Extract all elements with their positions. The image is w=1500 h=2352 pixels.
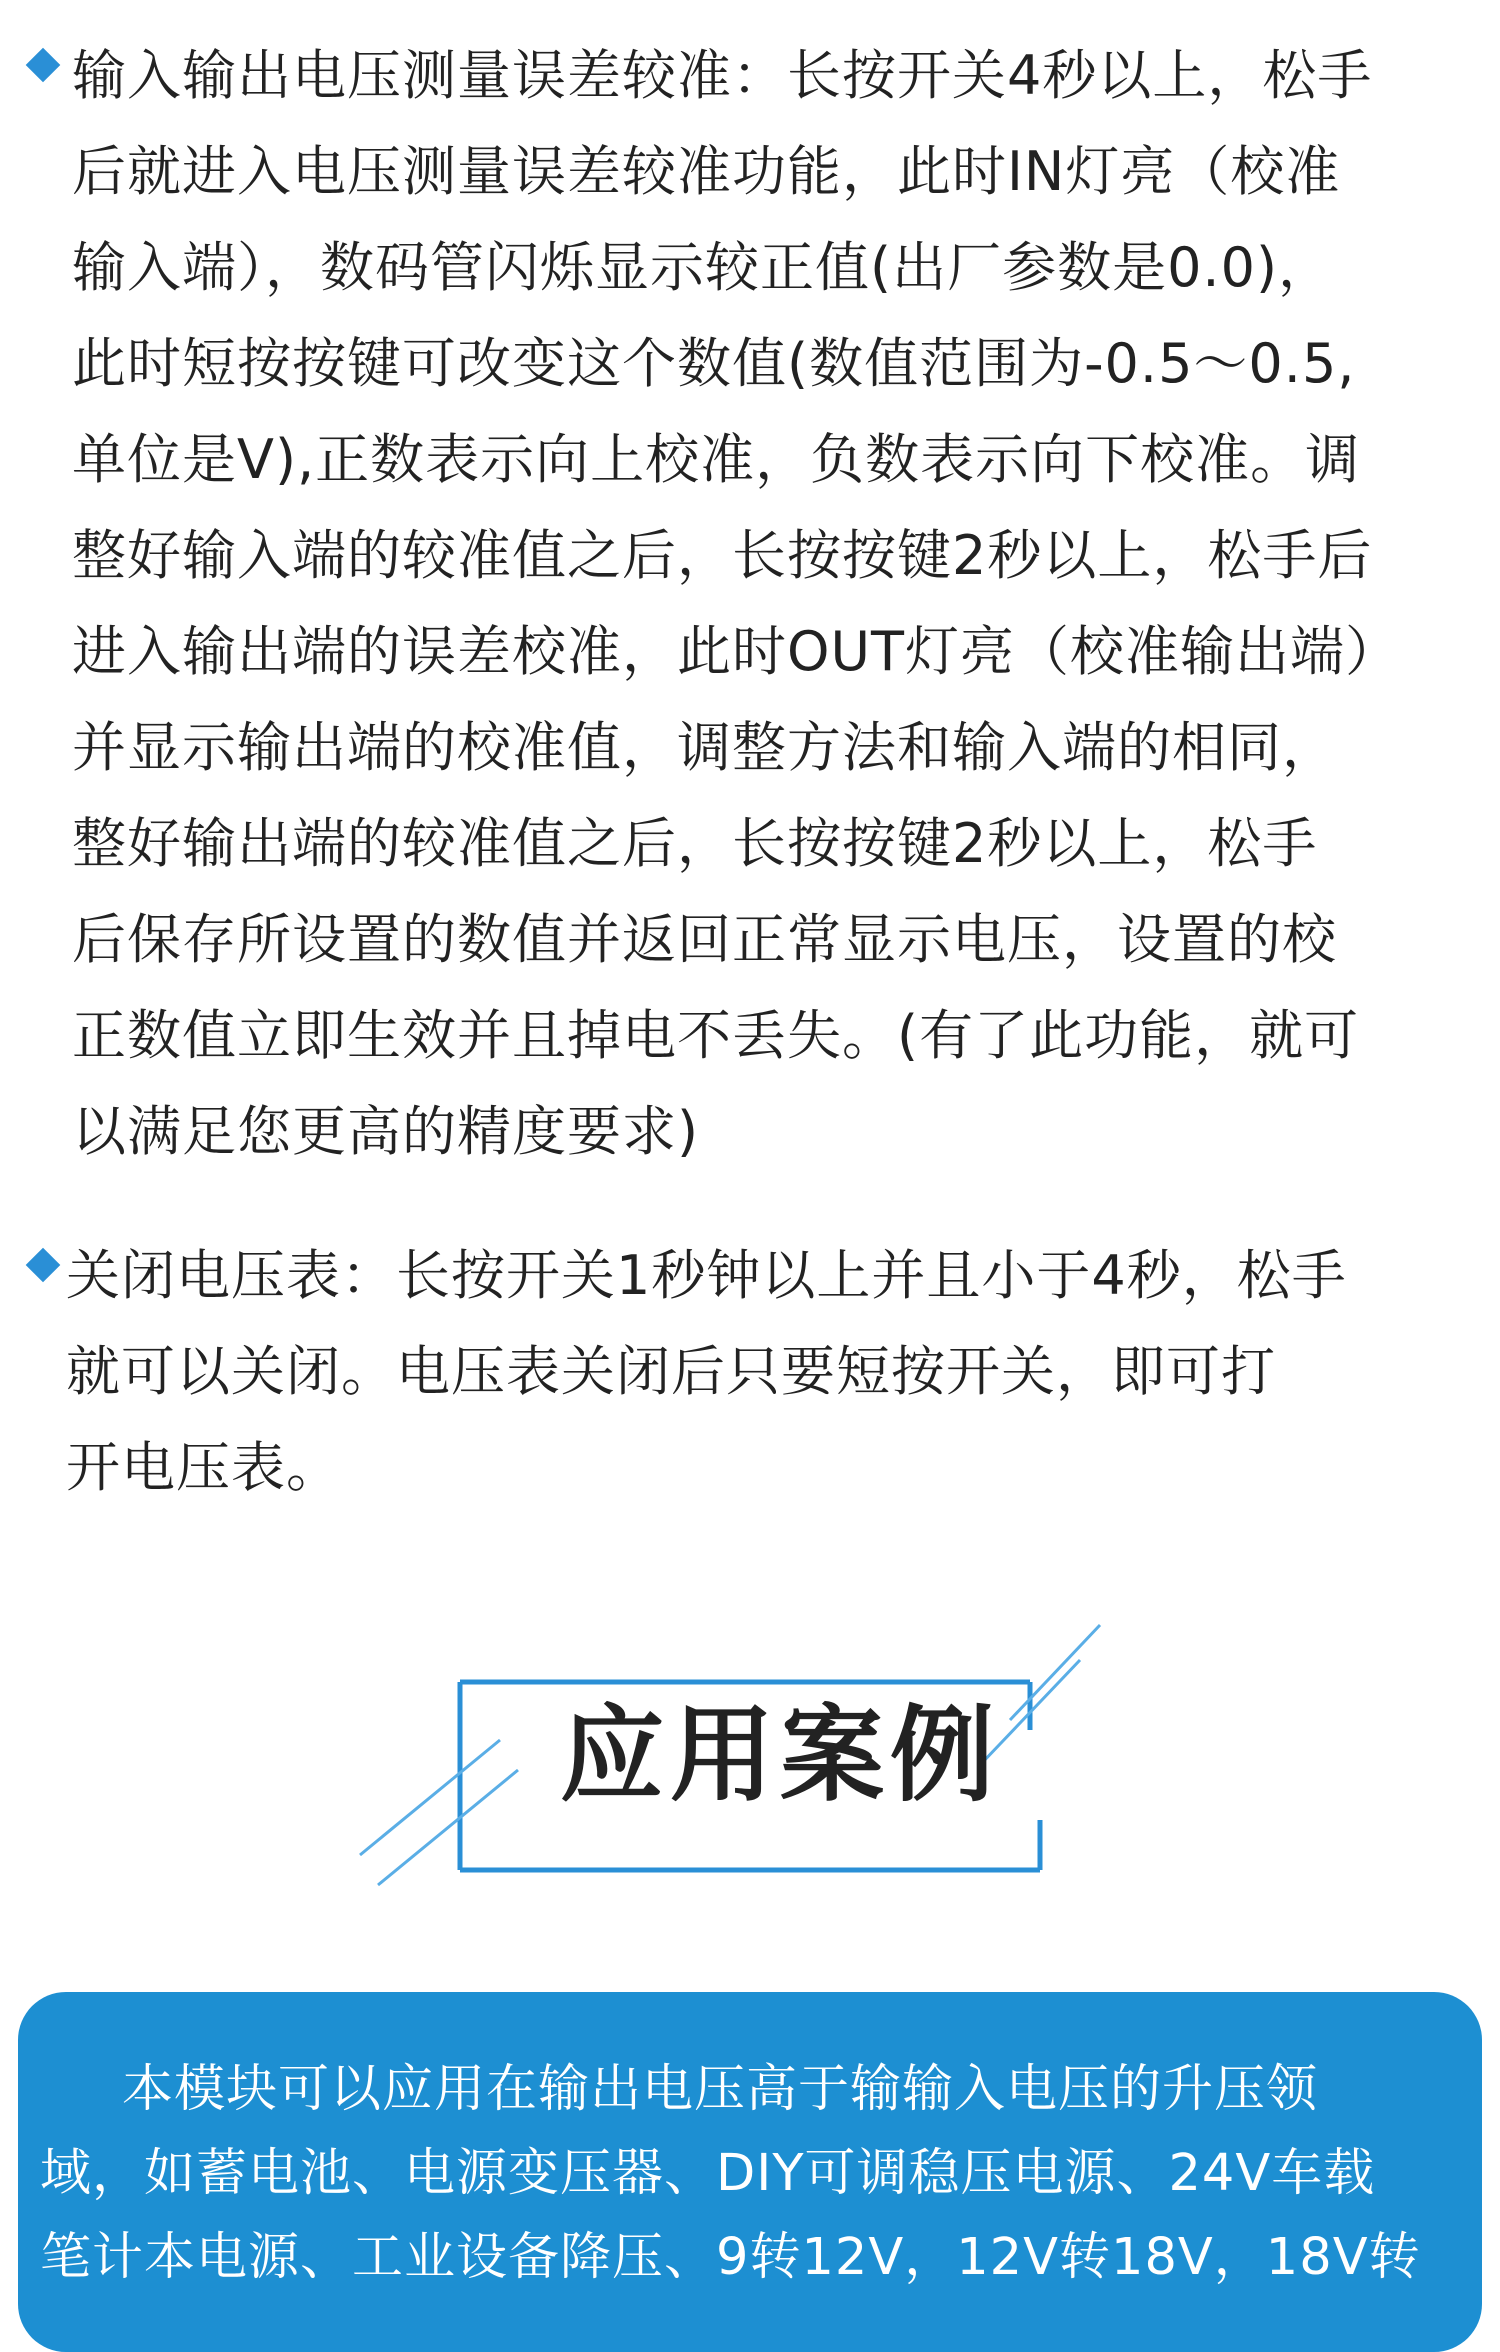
- calibration-line: 正数值立即生效并且掉电不丢失。(有了此功能，就可: [72, 1004, 1360, 1067]
- application-line: 笔计本电源、工业设备降压、9转12V，12V转18V，18V转: [40, 2228, 1421, 2287]
- bullet-diamond-icon: [26, 48, 61, 83]
- calibration-text: [72, 28, 1400, 1180]
- power-off-text: [66, 1228, 1347, 1516]
- calibration-line: 整好输入端的较准值之后，长按按键2秒以上，松手后: [72, 524, 1373, 587]
- section-heading: [340, 1600, 1220, 1900]
- power-off-line: 就可以关闭。电压表关闭后只要短按开关，即可打: [66, 1340, 1276, 1403]
- calibration-line: 以满足您更高的精度要求): [72, 1100, 700, 1163]
- calibration-line: 输入端），数码管闪烁显示较正值(出厂参数是0.0)，: [72, 236, 1334, 299]
- calibration-line: 后保存所设置的数值并返回正常显示电压，设置的校: [72, 908, 1337, 971]
- calibration-line: 输入输出电压测量误差较准：长按开关4秒以上，松手: [72, 44, 1373, 107]
- calibration-line: 单位是V),正数表示向上校准，负数表示向下校准。调: [72, 428, 1361, 491]
- power-off-line: 关闭电压表：长按开关1秒钟以上并且小于4秒，松手: [66, 1244, 1347, 1307]
- power-off-line: 开电压表。: [66, 1436, 341, 1499]
- calibration-line: 并显示输出端的校准值，调整方法和输入端的相同，: [72, 716, 1337, 779]
- calibration-line: 此时短按按键可改变这个数值(数值范围为-0.5～0.5,: [72, 332, 1356, 395]
- application-line: 域，如蓄电池、电源变压器、DIY可调稳压电源、24V车载: [40, 2144, 1376, 2203]
- section-title: 应用案例: [559, 1694, 1000, 1816]
- calibration-line: 整好输出端的较准值之后，长按按键2秒以上，松手: [72, 812, 1318, 875]
- application-line: 本模块可以应用在输出电压高于输输入电压的升压领: [122, 2060, 1319, 2119]
- calibration-line: 进入输出端的误差校准，此时OUT灯亮（校准输出端）: [72, 620, 1401, 683]
- application-panel: [18, 1992, 1482, 2352]
- bullet-diamond-icon: [26, 1248, 61, 1283]
- calibration-line: 后就进入电压测量误差较准功能，此时IN灯亮（校准: [72, 140, 1341, 203]
